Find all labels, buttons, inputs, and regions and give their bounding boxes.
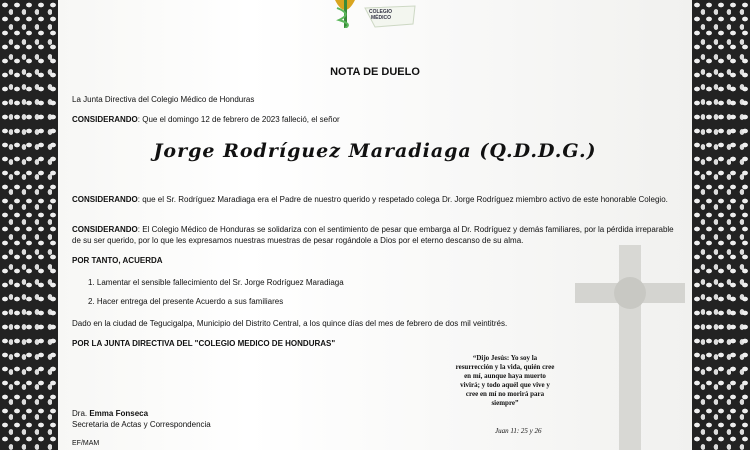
signature-prefix: Dra. xyxy=(72,409,90,418)
bible-quote: “Dijo Jesús: Yo soy la resurrección y la vida, quién cree en mí, aunque haya muerto vivirá; y todo aquél que vive y cree en mí no morirá para siempre” xyxy=(455,354,555,407)
quote-reference: Juan 11: 25 y 26 xyxy=(495,427,542,435)
considerando-label: CONSIDERANDO xyxy=(72,115,138,124)
considerando-text: : que el Sr. Rodríguez Maradiaga era el Padre de nuestro querido y respetado colega Dr. Jorge Rodríguez miembro activo de este honorable Colegio. xyxy=(137,195,668,204)
por-tanto-heading: POR TANTO, ACUERDA xyxy=(72,256,163,265)
cross-image xyxy=(575,245,685,455)
initials: EF/MAM xyxy=(72,440,100,447)
document-title: NOTA DE DUELO xyxy=(330,66,420,78)
considerando-label: CONSIDERANDO xyxy=(72,195,138,204)
deceased-name: Jorge Rodríguez Maradiaga (Q.D.D.G.) xyxy=(153,140,597,162)
considerando-text: : El Colegio Médico de Honduras se solidariza con el sentimiento de pesar que embarga al Dr. Rodríguez y demás familiares, por la pérdida irreparable de su ser querido, por lo que les expresamos nuestras muestras de pesar rogándole a Dios por el eterno descanso de su alma. xyxy=(72,225,674,245)
signature-name xyxy=(72,408,148,419)
considerando-text: : Que el domingo 12 de febrero de 2023 falleció, el señor xyxy=(137,115,340,124)
intro-text: La Junta Directiva del Colegio Médico de Honduras xyxy=(72,95,255,104)
logo-text-1: COLEGIO xyxy=(369,9,393,15)
considerando-label: CONSIDERANDO xyxy=(72,225,138,234)
logo-text-2: MÉDICO xyxy=(371,15,391,21)
considerando-3 xyxy=(72,224,684,246)
signature-person: Emma Fonseca xyxy=(89,409,149,418)
considerando-2 xyxy=(72,194,682,205)
signature-title: Secretaria de Actas y Correspondencia xyxy=(72,420,211,429)
dado-text: Dado en la ciudad de Tegucigalpa, Municipio del Distrito Central, a los quince días del mes de febrero de dos mil veintitrés. xyxy=(72,319,508,328)
considerando-1 xyxy=(72,114,340,125)
agreement-item: 1. Lamentar el sensible fallecimiento del Sr. Jorge Rodríguez Maradiaga xyxy=(88,278,344,287)
colegio-medico-logo xyxy=(325,0,420,28)
junta-text: POR LA JUNTA DIRECTIVA DEL "COLEGIO MEDICO DE HONDURAS" xyxy=(72,339,336,348)
agreement-item: 2. Hacer entrega del presente Acuerdo a sus familiares xyxy=(88,297,284,306)
